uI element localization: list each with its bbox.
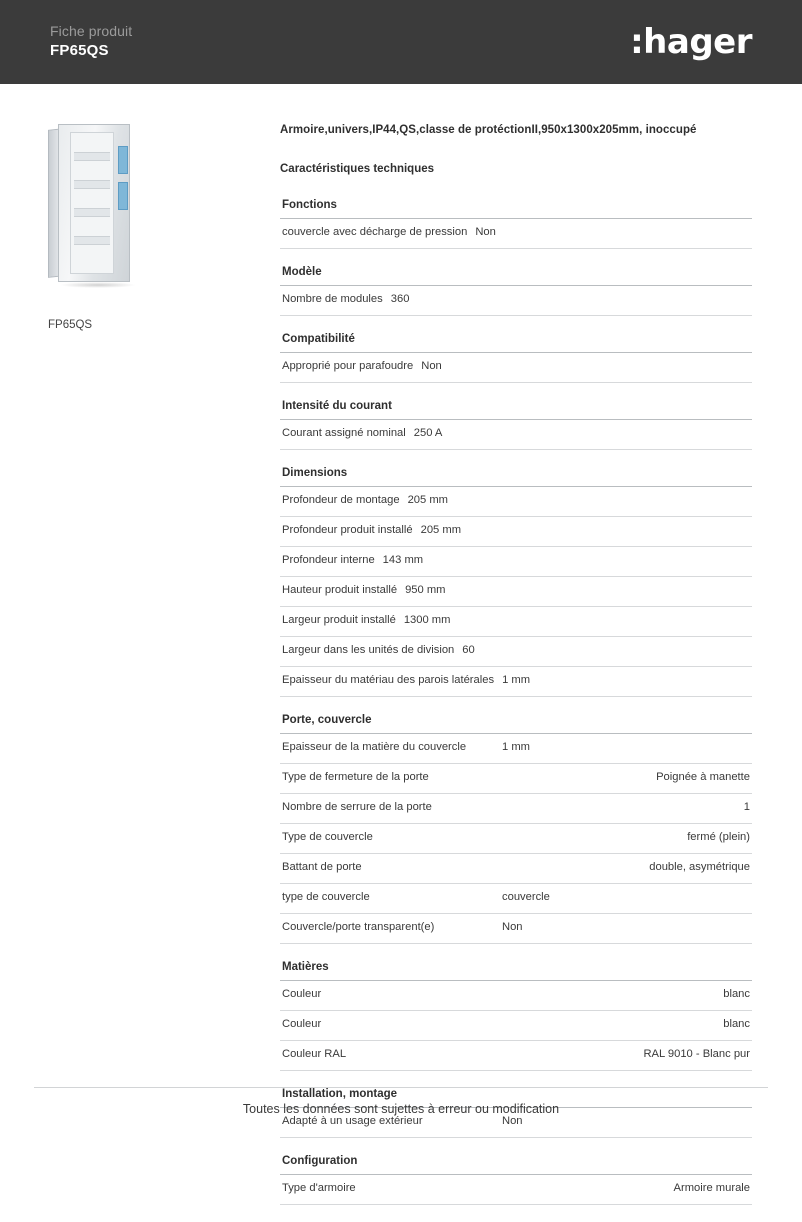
spec-row (280, 734, 752, 764)
page-content (0, 84, 802, 1222)
spec-group-title: Fonctions (280, 199, 752, 219)
spec-label: Nombre de serrure de la porte (282, 801, 432, 813)
spec-label: Profondeur interne (282, 554, 375, 566)
spec-row (280, 914, 752, 944)
spec-row (280, 487, 752, 517)
spec-row (280, 1011, 752, 1041)
spec-value: RAL 9010 - Blanc pur (643, 1048, 750, 1060)
spec-row (280, 824, 752, 854)
spec-value: 1 (743, 801, 750, 813)
photo-shadow (60, 282, 136, 288)
spec-row (280, 286, 752, 316)
product-caption: FP65QS (48, 319, 93, 331)
spec-group (280, 1155, 752, 1205)
spec-label: Epaisseur de la matière du couvercle (282, 741, 467, 753)
spec-group-title: Matières (280, 961, 752, 981)
header-kicker: Fiche produit (50, 23, 133, 40)
spec-label: Type de fermeture de la porte (282, 771, 429, 783)
header-titles (50, 22, 132, 61)
spec-label: Profondeur produit installé (282, 524, 413, 536)
footer-divider (34, 1087, 768, 1088)
spec-value: 250 A (413, 427, 443, 439)
spec-label: Largeur produit installé (282, 614, 396, 626)
spec-value: 1 mm (502, 674, 531, 686)
spec-label: Approprié pour parafoudre (282, 360, 414, 372)
spec-value: couvercle (502, 891, 550, 903)
spec-value: blanc (723, 1018, 750, 1030)
spec-row (280, 219, 752, 249)
spec-label: type de couvercle (282, 891, 370, 903)
spec-value: 205 mm (407, 494, 448, 506)
spec-group (280, 199, 752, 249)
spec-label: Couvercle/porte transparent(e) (282, 921, 435, 933)
cabinet-rail (74, 152, 110, 161)
hager-logo: :hager (630, 22, 752, 62)
spec-value: 360 (390, 293, 410, 305)
spec-value: Poignée à manette (656, 771, 750, 783)
spec-row (280, 884, 752, 914)
spec-value: 950 mm (405, 584, 446, 596)
spec-label: Type de couvercle (282, 831, 373, 843)
spec-value: Non (421, 360, 442, 372)
page-footer (0, 1087, 802, 1134)
spec-label: couvercle avec décharge de pression (282, 226, 468, 238)
page-title: FP65QS (50, 42, 109, 60)
spec-value: double, asymétrique (649, 861, 750, 873)
spec-value: blanc (723, 988, 750, 1000)
spec-row (280, 794, 752, 824)
spec-row (280, 607, 752, 637)
spec-value: 205 mm (420, 524, 462, 536)
spec-group-title: Compatibilité (280, 333, 752, 353)
spec-row (280, 420, 752, 450)
spec-value: 1 mm (502, 741, 530, 753)
spec-row (280, 1041, 752, 1071)
spec-value: 1300 mm (403, 614, 451, 626)
spec-value: fermé (plein) (687, 831, 750, 843)
cabinet-blue-module (118, 146, 128, 174)
spec-row (280, 854, 752, 884)
spec-group (280, 961, 752, 1071)
spec-row (280, 577, 752, 607)
spec-group (280, 467, 752, 697)
cabinet-rail (74, 208, 110, 217)
product-photo (48, 124, 140, 289)
spec-value: Non (502, 921, 523, 933)
spec-row (280, 981, 752, 1011)
page-header (0, 0, 802, 84)
product-figure (48, 124, 228, 331)
spec-value: 143 mm (382, 554, 424, 566)
product-image-column (48, 124, 270, 1222)
spec-value: Armoire murale (673, 1182, 750, 1194)
spec-label: Largeur dans les unités de division (282, 644, 455, 656)
spec-group (280, 333, 752, 383)
spec-label: Couleur (282, 1018, 322, 1030)
spec-groups (280, 199, 752, 1205)
spec-row (280, 353, 752, 383)
cabinet-rail (74, 236, 110, 245)
spec-label: Profondeur de montage (282, 494, 400, 506)
spec-row (280, 1175, 752, 1205)
spec-value: Non (475, 226, 496, 238)
spec-label: Epaisseur du matériau des parois latérales (282, 674, 495, 686)
spec-label: Hauteur produit installé (282, 584, 398, 596)
spec-group-title: Configuration (280, 1155, 752, 1175)
spec-label: Couleur RAL (282, 1048, 347, 1060)
spec-row (280, 764, 752, 794)
cabinet-blue-module (118, 182, 128, 210)
spec-group-title: Porte, couvercle (280, 714, 752, 734)
spec-value: 60 (462, 644, 475, 656)
spec-label: Adapté à un usage extérieur (282, 1115, 423, 1127)
spec-label: Nombre de modules (282, 293, 383, 305)
spec-label: Type d'armoire (282, 1182, 356, 1194)
footer-note: Toutes les données sont sujettes à erreur ou modification (242, 1102, 560, 1116)
spec-group (280, 266, 752, 316)
spec-group-title: Modèle (280, 266, 752, 286)
spec-row (280, 547, 752, 577)
spec-label: Battant de porte (282, 861, 362, 873)
specs-section-title: Caractéristiques techniques (280, 163, 435, 175)
spec-group (280, 714, 752, 944)
spec-row (280, 517, 752, 547)
cabinet-rail (74, 180, 110, 189)
spec-group (280, 400, 752, 450)
spec-label: Courant assigné nominal (282, 427, 406, 439)
product-description: Armoire,univers,IP44,QS,classe de protéctionII,950x1300x205mm, inoccupé (280, 124, 697, 136)
spec-label: Couleur (282, 988, 322, 1000)
specs-column (270, 124, 752, 1222)
spec-group-title: Installation, montage (280, 1088, 752, 1108)
spec-row (280, 667, 752, 697)
spec-row (280, 637, 752, 667)
spec-group-title: Intensité du courant (280, 400, 752, 420)
spec-group-title: Dimensions (280, 467, 752, 487)
spec-value: Non (502, 1115, 523, 1127)
